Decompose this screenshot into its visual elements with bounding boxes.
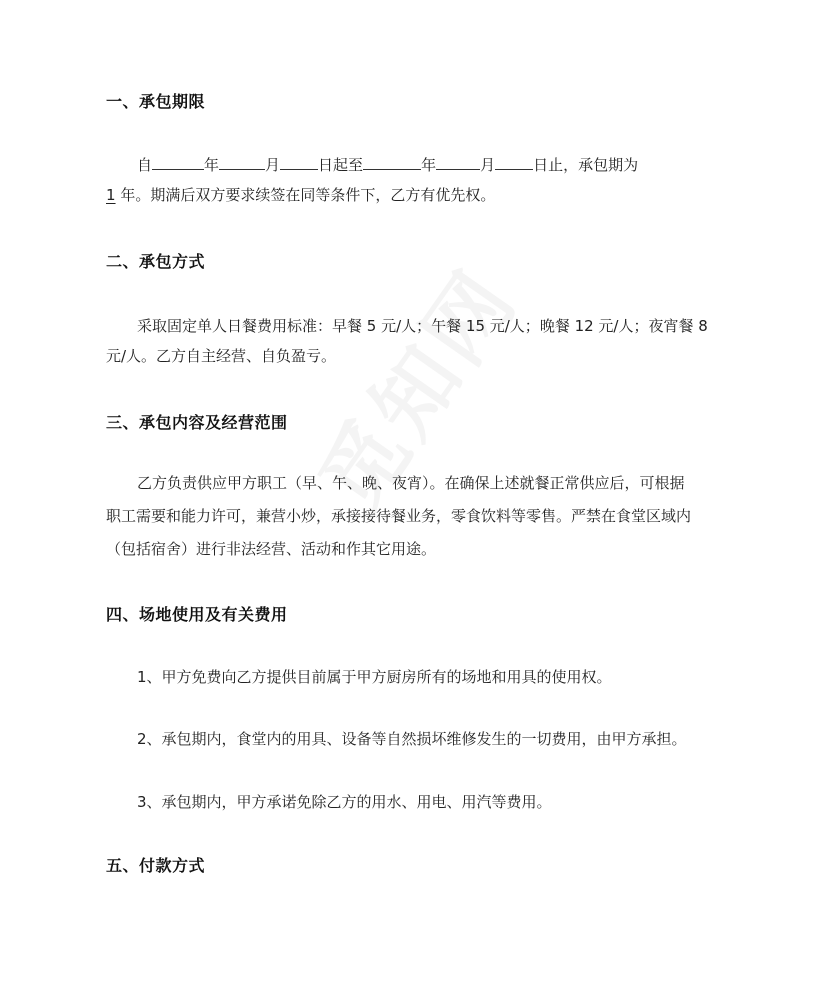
term-line-2: [106, 180, 726, 210]
term-line-2-text: 年。期满后双方要求续签在同等条件下，乙方有优先权。: [120, 186, 496, 204]
month-label: 月: [265, 156, 281, 174]
start-day-blank[interactable]: [280, 153, 318, 170]
day-end-label: 日止，承包期为: [533, 156, 639, 174]
section-heading-scope: 三、承包内容及经营范围: [106, 413, 288, 432]
start-month-blank[interactable]: [219, 153, 265, 170]
end-month-blank[interactable]: [436, 153, 480, 170]
section-heading-term: 一、承包期限: [106, 92, 206, 111]
scope-line-2: 职工需要和能力许可，兼营小炒，承接接待餐业务，零食饮料等零售。严禁在食堂区域内: [106, 507, 692, 525]
section-body-scope: [106, 468, 726, 564]
start-year-blank[interactable]: [152, 153, 204, 170]
section-heading-venue-fees: 四、场地使用及有关费用: [106, 605, 288, 624]
section-body-method: [106, 311, 726, 371]
from-label: 自: [137, 156, 153, 174]
end-day-blank[interactable]: [495, 153, 533, 170]
section-heading-method: 二、承包方式: [106, 252, 206, 271]
list-item: 2、承包期内，食堂内的用具、设备等自然损坏维修发生的一切费用，由甲方承担。: [137, 730, 687, 748]
year-label: 年: [421, 156, 437, 174]
method-line-2: 元/人。乙方自主经营、自负盈亏。: [106, 347, 337, 365]
month-label: 月: [480, 156, 496, 174]
list-item: 3、承包期内，甲方承诺免除乙方的用水、用电、用汽等费用。: [137, 793, 552, 811]
day-start-label: 日起至: [318, 156, 364, 174]
section-body-term: [106, 150, 726, 210]
section-heading-payment: 五、付款方式: [106, 856, 206, 875]
term-years-value: 1: [106, 186, 116, 204]
year-label: 年: [204, 156, 220, 174]
term-line-1: [106, 150, 726, 180]
list-item: 1、甲方免费向乙方提供目前属于甲方厨房所有的场地和用具的使用权。: [137, 668, 612, 686]
scope-line-3: （包括宿舍）进行非法经营、活动和作其它用途。: [106, 540, 437, 558]
method-line-1: 采取固定单人日餐费用标准：早餐 5 元/人；午餐 15 元/人；晚餐 12 元/人；夜宵餐 8: [137, 317, 708, 335]
end-year-blank[interactable]: [363, 153, 421, 170]
scope-line-1: 乙方负责供应甲方职工（早、午、晚、夜宵）。在确保上述就餐正常供应后，可根据: [137, 474, 685, 492]
